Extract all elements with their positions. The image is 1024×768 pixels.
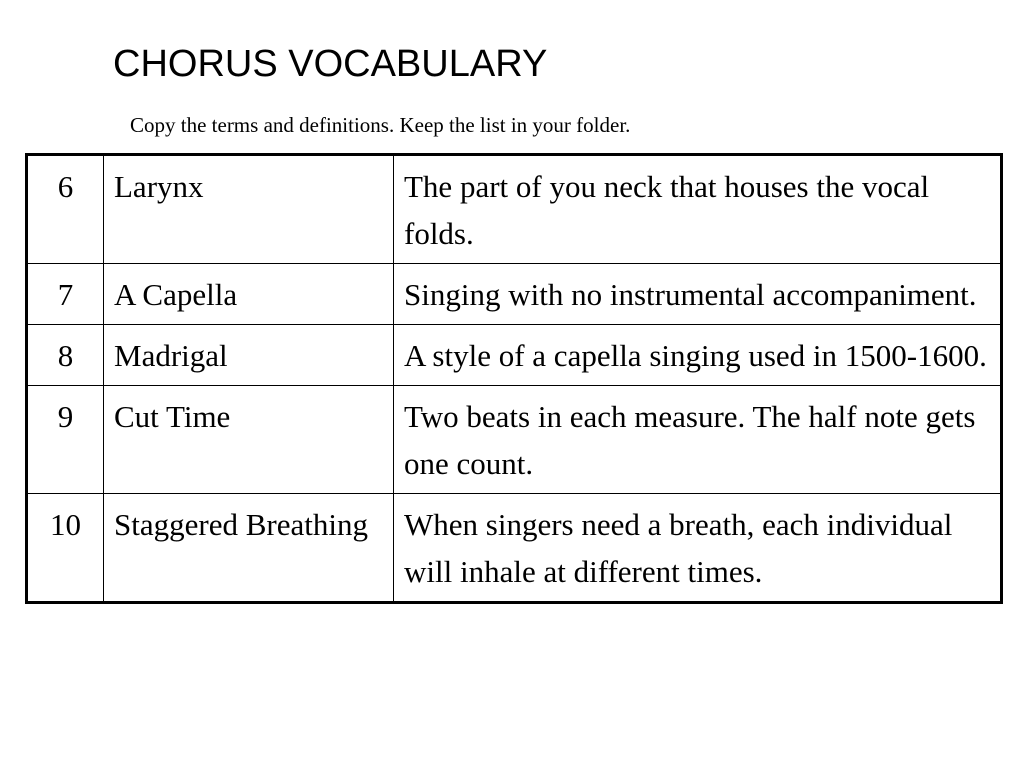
term-definition: A style of a capella singing used in 1500-1600. xyxy=(394,325,1002,386)
term-name: Cut Time xyxy=(104,386,394,494)
term-definition: Singing with no instrumental accompaniment. xyxy=(394,264,1002,325)
term-name: Madrigal xyxy=(104,325,394,386)
slide-instructions: Copy the terms and definitions. Keep the list in your folder. xyxy=(130,113,631,137)
vocabulary-table xyxy=(25,153,1003,604)
term-name: Staggered Breathing xyxy=(104,494,394,603)
table-row xyxy=(27,155,1002,264)
term-name: A Capella xyxy=(104,264,394,325)
term-number: 9 xyxy=(27,386,104,494)
term-number: 7 xyxy=(27,264,104,325)
term-name: Larynx xyxy=(104,155,394,264)
table-row xyxy=(27,494,1002,603)
term-definition: Two beats in each measure. The half note gets one count. xyxy=(394,386,1002,494)
table-row xyxy=(27,386,1002,494)
table-row xyxy=(27,264,1002,325)
table-row xyxy=(27,325,1002,386)
term-number: 6 xyxy=(27,155,104,264)
term-number: 10 xyxy=(27,494,104,603)
term-number: 8 xyxy=(27,325,104,386)
term-definition: The part of you neck that houses the vocal folds. xyxy=(394,155,1002,264)
slide-title: CHORUS VOCABULARY xyxy=(113,43,548,85)
term-definition: When singers need a breath, each individual will inhale at different times. xyxy=(394,494,1002,603)
